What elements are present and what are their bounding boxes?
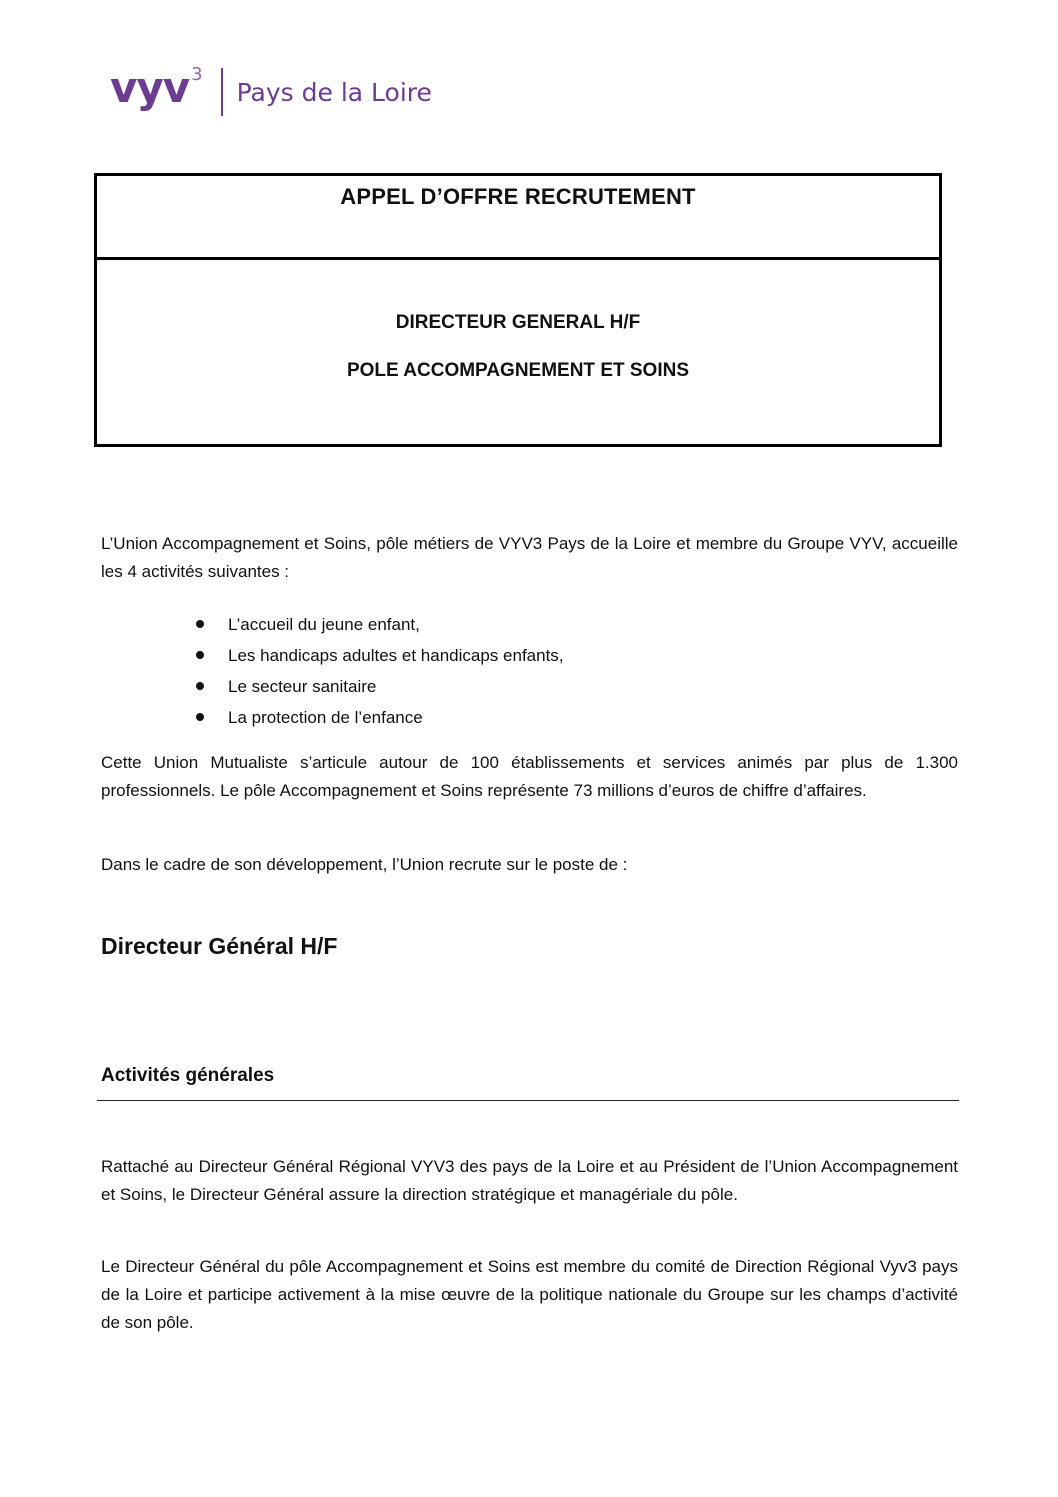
attach-block: [101, 1153, 958, 1209]
union-paragraph: Cette Union Mutualiste s’articule autour de 100 établissements et services animés par plus de 1.300 professionnels. Le pôle Accompagnement et Soins représente 73 millions d’euros de chiffre d’affaires.: [101, 753, 958, 800]
recruit-block: [101, 851, 958, 879]
logo-divider: [221, 68, 223, 116]
member-paragraph: Le Directeur Général du pôle Accompagnement et Soins est membre du comité de Direction Régional Vyv3 pays de la Loire et participe activement à la mise œuvre de la politique nationale du Groupe sur les champs d’activité de son pôle.: [101, 1257, 958, 1332]
bullet-icon: [196, 682, 204, 690]
list-item: [196, 609, 564, 640]
list-item-text: L’accueil du jeune enfant,: [228, 615, 420, 634]
brand-logo: [110, 64, 432, 120]
logo-superscript: 3: [191, 63, 203, 85]
document-title: APPEL D’OFFRE RECRUTEMENT: [340, 184, 696, 209]
logo-region: Pays de la Loire: [236, 77, 432, 107]
position-heading: Directeur Général H/F: [101, 933, 338, 959]
recruit-paragraph: Dans le cadre de son développement, l’Union recrute sur le poste de :: [101, 855, 628, 874]
member-block: [101, 1253, 958, 1337]
intro-paragraph: L’Union Accompagnement et Soins, pôle métiers de VYV3 Pays de la Loire et membre du Groupe VYV, accueille les 4 activités suivantes :: [101, 534, 958, 581]
list-item-text: Les handicaps adultes et handicaps enfants,: [228, 646, 564, 665]
list-item-text: Le secteur sanitaire: [228, 677, 377, 696]
list-item: [196, 671, 564, 702]
title-box: [94, 173, 942, 447]
union-block: [101, 749, 958, 805]
department-title: POLE ACCOMPAGNEMENT ET SOINS: [346, 360, 690, 381]
bullet-icon: [196, 620, 204, 628]
section-heading: Activités générales: [101, 1065, 275, 1086]
list-item: [196, 702, 564, 733]
attach-paragraph: Rattaché au Directeur Général Régional VYV3 des pays de la Loire et au Président de l’Union Accompagnement et Soins, le Directeur Général assure la direction stratégique et managériale du pôle.: [101, 1157, 958, 1204]
list-item-text: La protection de l’enfance: [228, 708, 423, 727]
list-item: [196, 640, 564, 671]
activities-list: [196, 609, 564, 733]
job-title: DIRECTEUR GENERAL H/F: [395, 312, 641, 333]
bullet-icon: [196, 651, 204, 659]
section-divider: [97, 1100, 959, 1101]
title-box-header: [97, 176, 939, 260]
intro-block: [101, 530, 958, 586]
logo-mark: vyv: [110, 63, 190, 112]
title-box-body: [97, 260, 939, 382]
bullet-icon: [196, 713, 204, 721]
